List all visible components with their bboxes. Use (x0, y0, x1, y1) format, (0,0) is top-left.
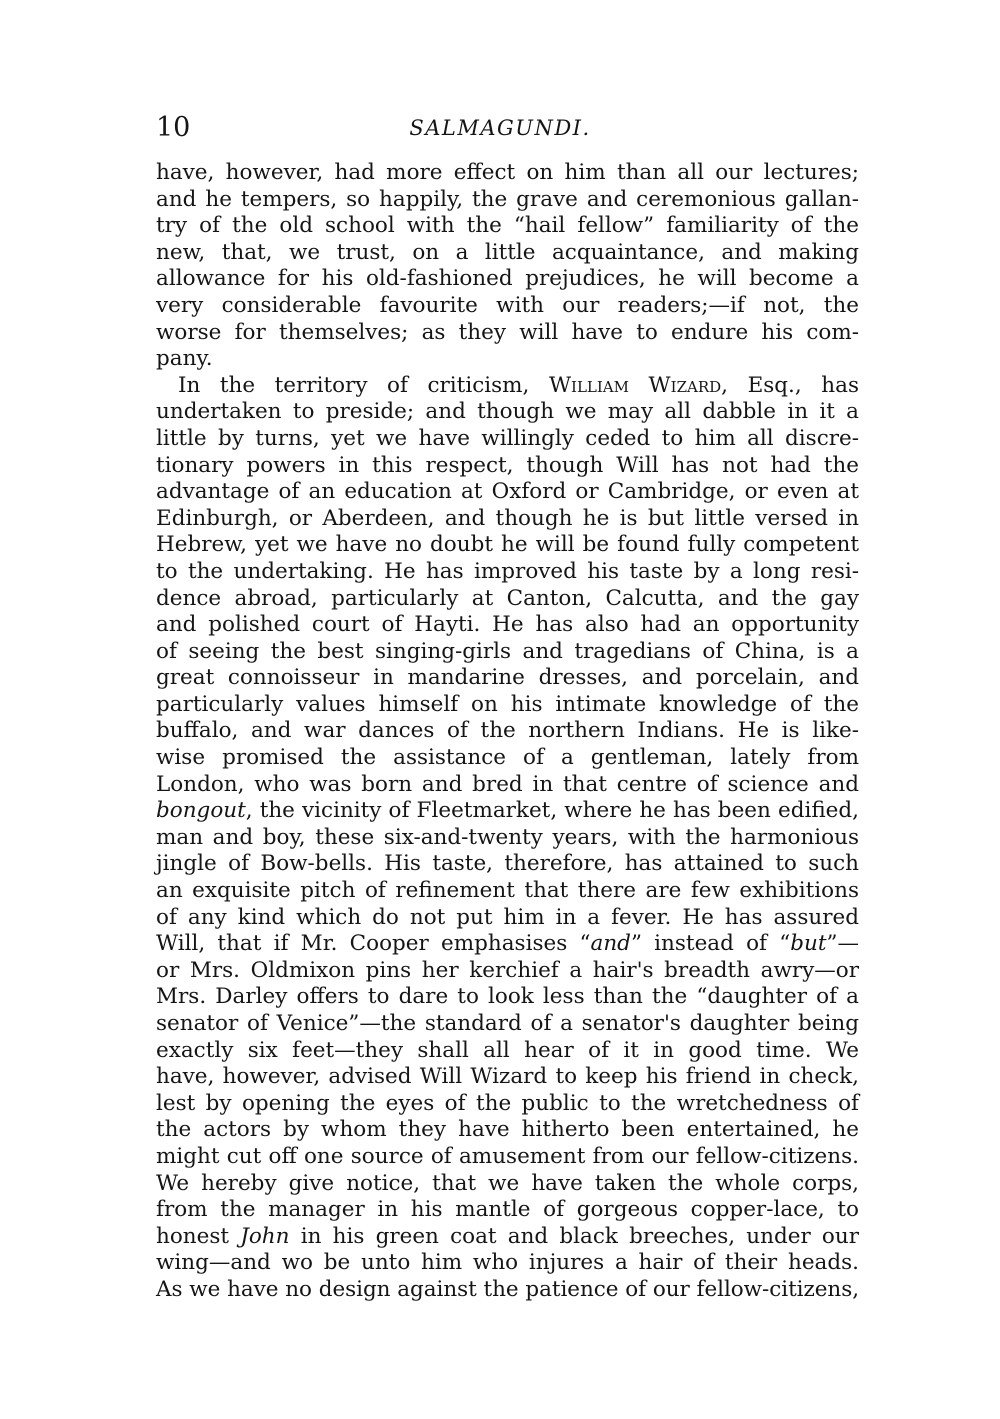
text-line: Mrs. Darley offers to dare to look less than the “daughter of a (156, 984, 859, 1010)
text-line: great connoisseur in mandarine dresses, and porcelain, and (156, 665, 859, 691)
author-name: William Wizard (548, 372, 722, 398)
text-run: , the vicinity of Fleetmarket, where he has been edified, (245, 798, 859, 824)
text-line: the actors by whom they have hitherto been entertained, he (156, 1117, 859, 1143)
text-line: jingle of Bow-bells. His taste, therefore, has attained to such (156, 851, 859, 877)
text-line: allowance for his old-fashioned prejudices, he will become a (156, 266, 859, 292)
text-line: man and boy, these six-and-twenty years, with the harmonious (156, 824, 859, 850)
text-line: exactly six feet—they shall all hear of it in good time. We (156, 1037, 859, 1063)
text-line (156, 798, 859, 825)
text-line: We hereby give notice, that we have taken the whole corps, (156, 1170, 859, 1196)
text-line: London, who was born and bred in that centre of science and (156, 771, 859, 797)
running-title: SALMAGUNDI. (409, 116, 591, 140)
text-line: from the manager in his mantle of gorgeous copper-lace, to (156, 1197, 859, 1223)
text-line: wise promised the assistance of a gentleman, lately from (156, 745, 859, 771)
text-run: ”— (826, 931, 859, 957)
text-line: buffalo, and war dances of the northern Indians. He is like- (156, 718, 859, 744)
text-line: Edinburgh, or Aberdeen, and though he is but little versed in (156, 505, 859, 531)
text-line: or Mrs. Oldmixon pins her kerchief a hair's breadth awry—or (156, 957, 859, 983)
italic-word: and (590, 931, 631, 957)
text-line: lest by opening the eyes of the public to the wretchedness of (156, 1090, 859, 1116)
text-line: have, however, advised Will Wizard to keep his friend in check, (156, 1064, 859, 1090)
text-line: wing—and wo be unto him who injures a hair of their heads. (156, 1250, 859, 1276)
text-line: dence abroad, particularly at Canton, Calcutta, and the gay (156, 585, 859, 611)
text-line: particularly values himself on his intimate knowledge of the (156, 691, 859, 717)
text-line: senator of Venice”—the standard of a senator's daughter being (156, 1011, 859, 1036)
text-run: , Esq., has (721, 372, 859, 398)
text-line: tionary powers in this respect, though Will has not had the (156, 452, 859, 478)
text-line: worse for themselves; as they will have to endure his com- (156, 319, 859, 345)
text-line: undertaken to preside; and though we may all dabble in it a (156, 399, 859, 425)
text-line: might cut off one source of amusement from our fellow-citizens. (156, 1143, 859, 1169)
italic-word: but (790, 931, 827, 957)
text-line: an exquisite pitch of refinement that there are few exhibitions (156, 878, 859, 904)
text-line: As we have no design against the patience of our fellow-citizens, (156, 1276, 859, 1302)
text-run: Will, that if Mr. Cooper emphasises “ (156, 931, 591, 957)
text-run: ” instead of “ (630, 931, 791, 957)
text-line: to the undertaking. He has improved his taste by a long resi- (156, 558, 859, 584)
text-run: in his green coat and black breeches, under our (289, 1223, 859, 1249)
text-line: of seeing the best singing-girls and tragedians of China, is a (156, 638, 859, 664)
text-line: of any kind which do not put him in a fever. He has assured (156, 904, 859, 930)
text-line: very considerable favourite with our readers;—if not, the (156, 292, 859, 318)
text-line (156, 1224, 859, 1251)
text-line: and polished court of Hayti. He has also had an opportunity (156, 612, 859, 638)
text-line: and he tempers, so happily, the grave and ceremonious gallan- (156, 186, 859, 212)
text-line: advantage of an education at Oxford or Cambridge, or even at (156, 479, 859, 505)
text-line: little by turns, yet we have willingly ceded to him all discre- (156, 425, 859, 451)
text-line: pany. (156, 346, 213, 372)
text-run: honest (156, 1223, 241, 1249)
text-line: try of the old school with the “hail fellow” familiarity of the (156, 213, 859, 239)
text-line: have, however, had more effect on him than all our lectures; (156, 160, 859, 185)
body-text (156, 160, 859, 1304)
text-run: In the territory of criticism, (178, 372, 530, 398)
text-line: Hebrew, yet we have no doubt he will be found fully competent (156, 532, 859, 558)
paragraph-start-line (156, 373, 859, 400)
text-line (156, 931, 859, 958)
italic-word: bongout (156, 798, 246, 824)
italic-word: John (240, 1223, 290, 1249)
text-line: new, that, we trust, on a little acquaintance, and making (156, 239, 859, 265)
page-number: 10 (156, 112, 191, 143)
